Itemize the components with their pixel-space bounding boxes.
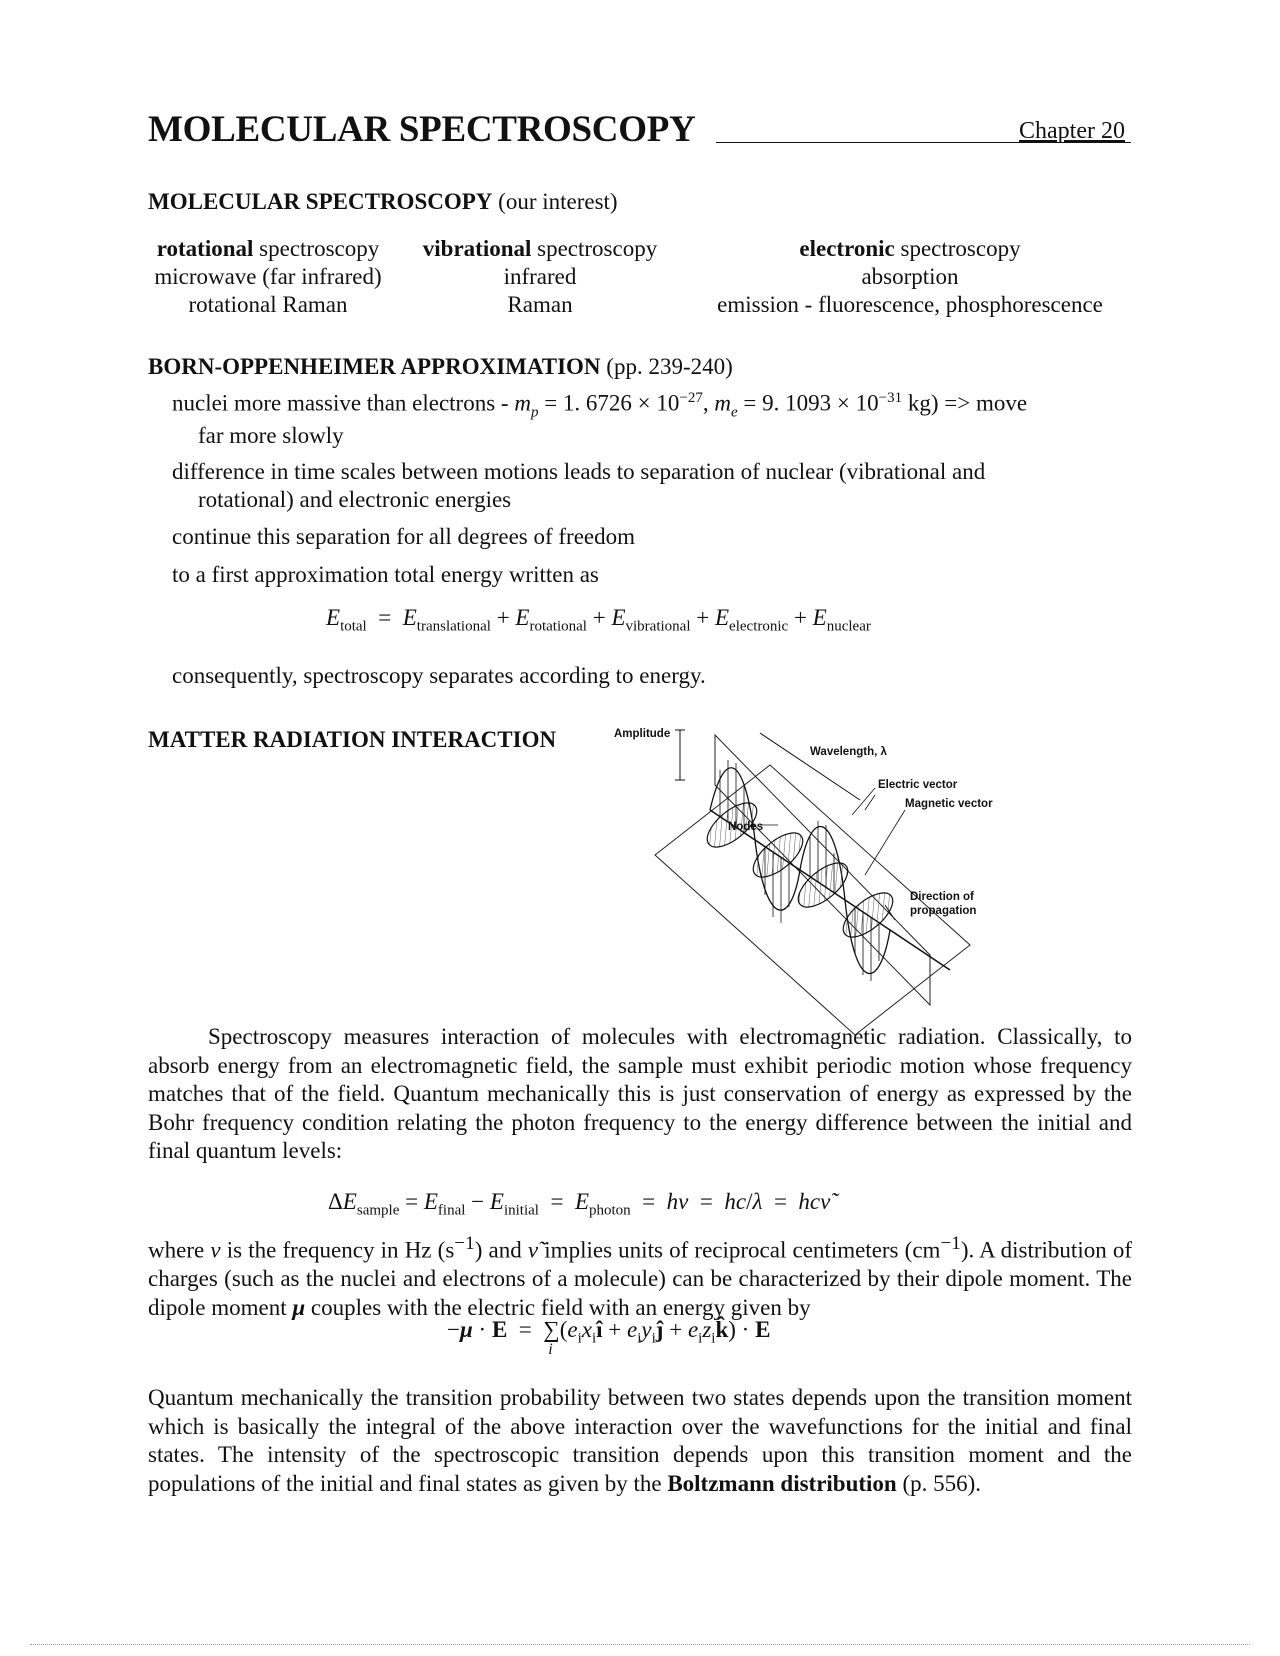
label-direction-2: propagation [910,905,977,917]
para2-f: couples with the electric field with an energy given by [310,1294,811,1320]
para3-end: (p. 556). [902,1470,982,1496]
col-vibrational-bold: vibrational [422,236,532,261]
col-vibrational-line2: infrared [503,264,577,289]
para2-a: where [148,1237,205,1263]
paragraph-1: Spectroscopy measures interaction of molecules with electromagnetic radiation. Classically, to absorb energy from an electromagnetic field, the sample must exhibit periodic motion whose frequency matches that of the field. Quantum mechanically this is just conservation of energy as expressed by the Bohr frequency condition relating the photon frequency to the energy difference between the initial and final quantum levels: [148,1024,1132,1163]
matter-heading: MATTER RADIATION INTERACTION [148,727,557,752]
para2-e: ). A distribution of charges (such as the nuclei and electrons of a molecule) can be characterized by their dipole moment. The dipole moment [148,1237,1133,1320]
col-electronic-bold: electronic [799,236,895,261]
born-conclusion: consequently, spectroscopy separates according to energy. [172,663,706,688]
label-magnetic: Magnetic vector [905,798,993,810]
term-electronic: electronic [729,618,789,635]
intro-heading-rest: (our interest) [498,189,618,214]
neg-one-cm: −1 [940,1233,961,1254]
col-electronic-line2: absorption [861,264,959,289]
term-rotational: rotational [529,618,587,635]
born-heading [148,355,733,378]
born-item1-tail: kg) => move [907,390,1028,416]
born-item-3: continue this separation for all degrees of freedom [172,524,636,549]
born-item-2-line1: difference in time scales between motions leads to separation of nuclear (vibrational and [172,459,986,484]
label-amplitude: Amplitude [614,728,671,740]
page-title: MOLECULAR SPECTROSCOPY [148,109,696,150]
col-rotational-bold: rotational [156,236,254,261]
label-direction-1: Direction of [910,891,974,903]
born-item-1-line2: far more slowly [198,423,344,448]
col-rotational-rest: spectroscopy [259,236,380,261]
chapter-label: Chapter 20 [1019,118,1125,144]
col-vibrational-rest: spectroscopy [537,236,658,261]
paragraph-3 [148,1384,1132,1498]
col-rotational-line3: rotational Raman [188,292,348,317]
col-electronic-rest: spectroscopy [900,236,1021,261]
me-value: = 9. 1093 × 10 [743,390,879,416]
col-rotational [148,235,388,319]
label-nodes: Nodes [728,821,764,833]
bohr-sub-final: final [437,1202,466,1219]
intro-heading [148,190,618,213]
bohr-sub-initial: initial [503,1202,539,1219]
bohr-sub-photon: photon [589,1202,631,1219]
para3-a: Quantum mechanically the transition probability between two states depends upon the transition moment which is basically the integral of the above interaction over the wavefunctions for the initial and final states. The intensity of the spectroscopic transition depends upon this transition moment and the populations of the initial and final states as given by the [148,1385,1132,1496]
label-electric: Electric vector [878,779,958,791]
born-item1-lead: nuclei more massive than electrons - [172,390,509,416]
born-heading-rest: (pp. 239-240) [606,354,733,379]
term-vibrational: vibrational [625,618,691,635]
col-vibrational [410,235,670,319]
col-rotational-line2: microwave (far infrared) [154,264,382,289]
para2-c: ) and [474,1237,522,1263]
me-exp: −31 [878,390,903,406]
para2-b: is the frequency in Hz (s [226,1237,455,1263]
mp-value: = 1. 6726 × 10 [544,390,680,416]
born-item-2-line2: rotational) and electronic energies [198,487,512,512]
born-item-1: nuclei more massive than electrons - $m_p = 1$. $6726 \times 10^{-27}$, $m_e = 9$. $1093 \times 10^{-31}$ kg) => move [172,390,1028,421]
intro-heading-bold: MOLECULAR SPECTROSCOPY [148,189,493,214]
wavelength-bracket [760,733,860,800]
em-wave-figure [614,725,1060,1015]
energy-equation: $E_{total} = E_{translational} + E_{rotational} + E_{vibrational} + E_{electronic} + E_{nuclear}$ [326,605,871,635]
bottom-dotted-edge [30,1644,1250,1645]
term-total: total [340,618,367,635]
term-nuclear: nuclear [826,618,871,635]
term-translational: translational [416,618,491,635]
col-electronic-line3: emission - fluorescence, phosphorescence [717,292,1103,317]
col-electronic [700,235,1120,319]
bohr-equation: $\Delta E_{sample} = E_{final} - E_{initial} = E_{photon} = h\nu = hc/\lambda$ = hcν̃ [328,1189,831,1219]
col-vibrational-line3: Raman [507,292,573,317]
born-item-4: to a first approximation total energy written as [172,562,599,587]
label-wavelength: Wavelength, λ [810,746,887,758]
dipole-equation: −μ · E = ∑ i ($e_ix_iî$ + $e_iy_iĵ$ + $e_iz_ik̂) \cdot E$ [447,1317,771,1358]
mp-exp: −27 [679,390,703,406]
neg-one-s: −1 [454,1233,475,1254]
para2-d: implies units of reciprocal centimeters (cm [544,1237,941,1263]
born-heading-bold: BORN-OPPENHEIMER APPROXIMATION [148,354,601,379]
para3-bold: Boltzmann distribution [667,1470,897,1496]
bohr-sub-sample: sample [356,1202,400,1219]
paragraph-2: where ν is the frequency in Hz $(s^{-1})$ and ν̃ implies units of reciprocal centimeters $(cm^{-1})$. A distribution of charges (such as the nuclei and electrons of a molecule) can be characterized by their dipole moment. The dipole moment μ couples with the electric field with an energy given by [148,1233,1133,1320]
